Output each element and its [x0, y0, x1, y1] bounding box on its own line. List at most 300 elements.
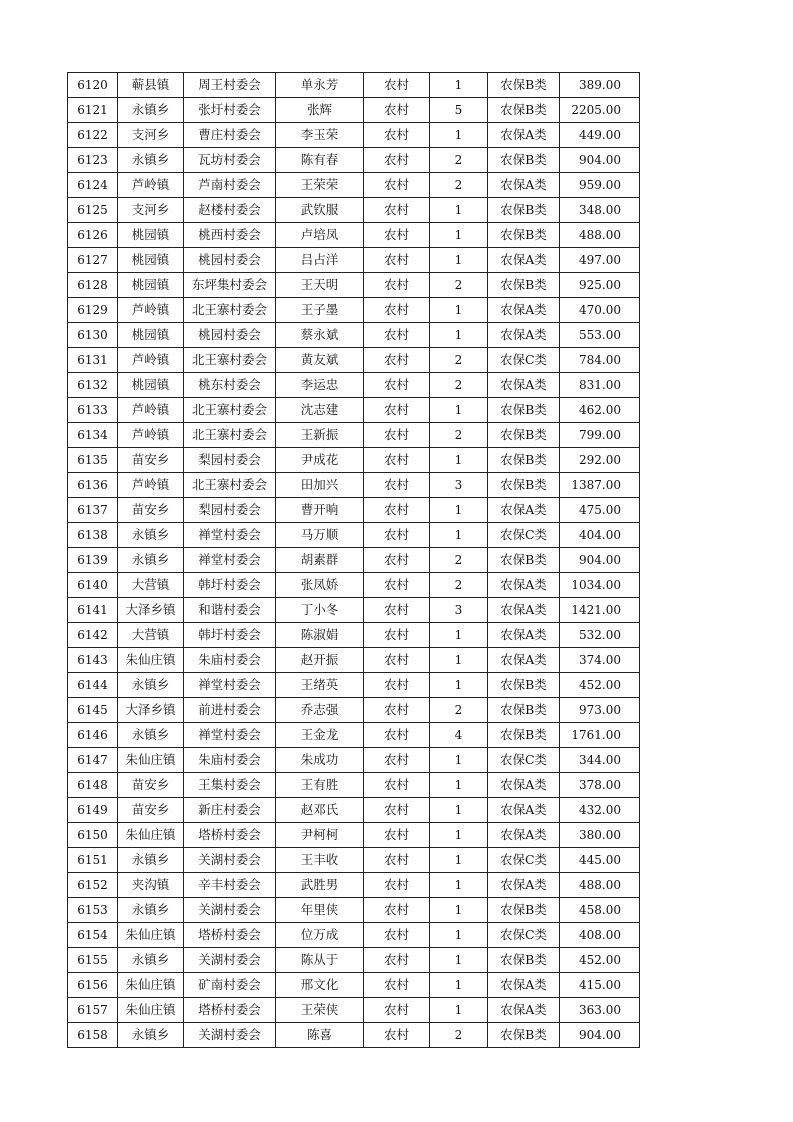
insurance-category-cell: 农保B类	[488, 723, 560, 748]
insurance-category-cell: 农保A类	[488, 298, 560, 323]
table-row	[68, 548, 640, 573]
village-committee-cell: 禅堂村委会	[184, 548, 276, 573]
township-cell: 苗安乡	[118, 773, 184, 798]
village-committee-cell: 塔桥村委会	[184, 998, 276, 1023]
insurance-category-cell: 农保A类	[488, 973, 560, 998]
serial-number-cell: 6145	[68, 698, 118, 723]
serial-number-cell: 6136	[68, 473, 118, 498]
village-committee-cell: 桃园村委会	[184, 323, 276, 348]
insurance-category-cell: 农保C类	[488, 523, 560, 548]
township-cell: 永镇乡	[118, 723, 184, 748]
insurance-category-cell: 农保B类	[488, 148, 560, 173]
village-committee-cell: 塔桥村委会	[184, 923, 276, 948]
township-cell: 永镇乡	[118, 1023, 184, 1048]
table-row	[68, 673, 640, 698]
amount-cell: 488.00	[560, 223, 640, 248]
table-row	[68, 173, 640, 198]
village-committee-cell: 关湖村委会	[184, 948, 276, 973]
household-type-cell: 农村	[364, 123, 430, 148]
township-cell: 朱仙庄镇	[118, 998, 184, 1023]
insurance-category-cell: 农保B类	[488, 98, 560, 123]
table-row	[68, 748, 640, 773]
table-row	[68, 473, 640, 498]
serial-number-cell: 6155	[68, 948, 118, 973]
table-row	[68, 98, 640, 123]
serial-number-cell: 6121	[68, 98, 118, 123]
household-count-cell: 3	[430, 598, 488, 623]
household-type-cell: 农村	[364, 873, 430, 898]
township-cell: 芦岭镇	[118, 473, 184, 498]
amount-cell: 445.00	[560, 848, 640, 873]
table-row	[68, 423, 640, 448]
household-type-cell: 农村	[364, 673, 430, 698]
household-type-cell: 农村	[364, 773, 430, 798]
name-cell: 位万成	[276, 923, 364, 948]
household-type-cell: 农村	[364, 598, 430, 623]
township-cell: 支河乡	[118, 198, 184, 223]
amount-cell: 831.00	[560, 373, 640, 398]
household-type-cell: 农村	[364, 748, 430, 773]
table-row	[68, 623, 640, 648]
name-cell: 王新振	[276, 423, 364, 448]
township-cell: 永镇乡	[118, 548, 184, 573]
village-committee-cell: 前进村委会	[184, 698, 276, 723]
amount-cell: 973.00	[560, 698, 640, 723]
household-type-cell: 农村	[364, 398, 430, 423]
serial-number-cell: 6140	[68, 573, 118, 598]
village-committee-cell: 新庄村委会	[184, 798, 276, 823]
village-committee-cell: 朱庙村委会	[184, 648, 276, 673]
household-type-cell: 农村	[364, 448, 430, 473]
name-cell: 陈从于	[276, 948, 364, 973]
name-cell: 乔志强	[276, 698, 364, 723]
village-committee-cell: 关湖村委会	[184, 1023, 276, 1048]
amount-cell: 1761.00	[560, 723, 640, 748]
household-count-cell: 1	[430, 648, 488, 673]
table-row	[68, 873, 640, 898]
household-count-cell: 1	[430, 323, 488, 348]
household-type-cell: 农村	[364, 823, 430, 848]
amount-cell: 799.00	[560, 423, 640, 448]
village-committee-cell: 北王寨村委会	[184, 398, 276, 423]
household-type-cell: 农村	[364, 798, 430, 823]
name-cell: 曹开响	[276, 498, 364, 523]
insurance-category-cell: 农保B类	[488, 223, 560, 248]
household-count-cell: 1	[430, 123, 488, 148]
insurance-category-cell: 农保C类	[488, 748, 560, 773]
village-committee-cell: 韩圩村委会	[184, 623, 276, 648]
name-cell: 邢文化	[276, 973, 364, 998]
insurance-category-cell: 农保A类	[488, 323, 560, 348]
name-cell: 武钦服	[276, 198, 364, 223]
township-cell: 大营镇	[118, 573, 184, 598]
village-committee-cell: 曹庄村委会	[184, 123, 276, 148]
household-type-cell: 农村	[364, 248, 430, 273]
household-count-cell: 1	[430, 823, 488, 848]
household-type-cell: 农村	[364, 198, 430, 223]
household-type-cell: 农村	[364, 548, 430, 573]
insurance-category-cell: 农保B类	[488, 673, 560, 698]
insurance-category-cell: 农保A类	[488, 573, 560, 598]
township-cell: 桃园镇	[118, 248, 184, 273]
amount-cell: 452.00	[560, 948, 640, 973]
insurance-category-cell: 农保A类	[488, 998, 560, 1023]
insurance-category-cell: 农保B类	[488, 698, 560, 723]
household-type-cell: 农村	[364, 998, 430, 1023]
household-type-cell: 农村	[364, 723, 430, 748]
township-cell: 苗安乡	[118, 448, 184, 473]
township-cell: 芦岭镇	[118, 298, 184, 323]
serial-number-cell: 6157	[68, 998, 118, 1023]
township-cell: 永镇乡	[118, 848, 184, 873]
table-row	[68, 998, 640, 1023]
household-count-cell: 1	[430, 948, 488, 973]
township-cell: 朱仙庄镇	[118, 973, 184, 998]
township-cell: 朱仙庄镇	[118, 748, 184, 773]
amount-cell: 1387.00	[560, 473, 640, 498]
insurance-category-cell: 农保B类	[488, 73, 560, 98]
village-committee-cell: 关湖村委会	[184, 898, 276, 923]
table-row	[68, 523, 640, 548]
village-committee-cell: 赵楼村委会	[184, 198, 276, 223]
amount-cell: 363.00	[560, 998, 640, 1023]
name-cell: 王子墨	[276, 298, 364, 323]
serial-number-cell: 6138	[68, 523, 118, 548]
name-cell: 王荣侠	[276, 998, 364, 1023]
household-type-cell: 农村	[364, 648, 430, 673]
township-cell: 桃园镇	[118, 323, 184, 348]
amount-cell: 404.00	[560, 523, 640, 548]
serial-number-cell: 6146	[68, 723, 118, 748]
table-row	[68, 323, 640, 348]
village-committee-cell: 北王寨村委会	[184, 473, 276, 498]
insurance-category-cell: 农保B类	[488, 898, 560, 923]
serial-number-cell: 6141	[68, 598, 118, 623]
name-cell: 蔡永斌	[276, 323, 364, 348]
serial-number-cell: 6154	[68, 923, 118, 948]
township-cell: 桃园镇	[118, 223, 184, 248]
village-committee-cell: 北王寨村委会	[184, 423, 276, 448]
village-committee-cell: 瓦坊村委会	[184, 148, 276, 173]
serial-number-cell: 6132	[68, 373, 118, 398]
serial-number-cell: 6129	[68, 298, 118, 323]
insurance-category-cell: 农保B类	[488, 273, 560, 298]
serial-number-cell: 6134	[68, 423, 118, 448]
table-row	[68, 773, 640, 798]
village-committee-cell: 梨园村委会	[184, 448, 276, 473]
insurance-category-cell: 农保A类	[488, 598, 560, 623]
township-cell: 蕲县镇	[118, 73, 184, 98]
village-committee-cell: 辛丰村委会	[184, 873, 276, 898]
amount-cell: 1421.00	[560, 598, 640, 623]
insurance-category-cell: 农保B类	[488, 398, 560, 423]
serial-number-cell: 6135	[68, 448, 118, 473]
table-row	[68, 498, 640, 523]
village-committee-cell: 东坪集村委会	[184, 273, 276, 298]
name-cell: 李运忠	[276, 373, 364, 398]
serial-number-cell: 6152	[68, 873, 118, 898]
household-type-cell: 农村	[364, 273, 430, 298]
household-type-cell: 农村	[364, 1023, 430, 1048]
name-cell: 单永芳	[276, 73, 364, 98]
insurance-category-cell: 农保B类	[488, 198, 560, 223]
township-cell: 永镇乡	[118, 898, 184, 923]
insurance-category-cell: 农保A类	[488, 623, 560, 648]
table-row	[68, 648, 640, 673]
household-count-cell: 4	[430, 723, 488, 748]
township-cell: 永镇乡	[118, 948, 184, 973]
household-count-cell: 2	[430, 548, 488, 573]
table-body	[68, 73, 640, 1048]
household-count-cell: 3	[430, 473, 488, 498]
township-cell: 夹沟镇	[118, 873, 184, 898]
amount-cell: 344.00	[560, 748, 640, 773]
serial-number-cell: 6128	[68, 273, 118, 298]
table-row	[68, 73, 640, 98]
serial-number-cell: 6150	[68, 823, 118, 848]
amount-cell: 432.00	[560, 798, 640, 823]
table-row	[68, 223, 640, 248]
name-cell: 王有胜	[276, 773, 364, 798]
serial-number-cell: 6147	[68, 748, 118, 773]
amount-cell: 925.00	[560, 273, 640, 298]
household-type-cell: 农村	[364, 73, 430, 98]
amount-cell: 348.00	[560, 198, 640, 223]
table-row	[68, 823, 640, 848]
household-count-cell: 1	[430, 523, 488, 548]
insurance-category-cell: 农保A类	[488, 373, 560, 398]
household-type-cell: 农村	[364, 848, 430, 873]
insurance-category-cell: 农保B类	[488, 1023, 560, 1048]
village-committee-cell: 禅堂村委会	[184, 523, 276, 548]
household-count-cell: 1	[430, 448, 488, 473]
household-type-cell: 农村	[364, 98, 430, 123]
household-type-cell: 农村	[364, 223, 430, 248]
household-count-cell: 1	[430, 198, 488, 223]
insurance-category-cell: 农保B类	[488, 423, 560, 448]
household-type-cell: 农村	[364, 348, 430, 373]
insurance-category-cell: 农保A类	[488, 648, 560, 673]
township-cell: 永镇乡	[118, 673, 184, 698]
insurance-category-cell: 农保A类	[488, 173, 560, 198]
household-count-cell: 5	[430, 98, 488, 123]
household-count-cell: 2	[430, 573, 488, 598]
household-count-cell: 1	[430, 973, 488, 998]
table-row	[68, 573, 640, 598]
serial-number-cell: 6124	[68, 173, 118, 198]
household-count-cell: 2	[430, 273, 488, 298]
township-cell: 苗安乡	[118, 498, 184, 523]
village-committee-cell: 韩圩村委会	[184, 573, 276, 598]
amount-cell: 408.00	[560, 923, 640, 948]
household-count-cell: 2	[430, 1023, 488, 1048]
table-row	[68, 723, 640, 748]
household-count-cell: 1	[430, 223, 488, 248]
amount-cell: 452.00	[560, 673, 640, 698]
village-committee-cell: 和谐村委会	[184, 598, 276, 623]
serial-number-cell: 6153	[68, 898, 118, 923]
serial-number-cell: 6120	[68, 73, 118, 98]
amount-cell: 458.00	[560, 898, 640, 923]
serial-number-cell: 6133	[68, 398, 118, 423]
township-cell: 永镇乡	[118, 523, 184, 548]
amount-cell: 292.00	[560, 448, 640, 473]
table-row	[68, 273, 640, 298]
amount-cell: 904.00	[560, 1023, 640, 1048]
insurance-category-cell: 农保B类	[488, 473, 560, 498]
village-committee-cell: 关湖村委会	[184, 848, 276, 873]
beneficiary-table	[67, 72, 640, 1048]
amount-cell: 415.00	[560, 973, 640, 998]
household-count-cell: 2	[430, 348, 488, 373]
household-type-cell: 农村	[364, 973, 430, 998]
name-cell: 黄友斌	[276, 348, 364, 373]
table-row	[68, 373, 640, 398]
amount-cell: 904.00	[560, 148, 640, 173]
insurance-category-cell: 农保C类	[488, 923, 560, 948]
household-type-cell: 农村	[364, 898, 430, 923]
household-count-cell: 2	[430, 423, 488, 448]
amount-cell: 532.00	[560, 623, 640, 648]
household-type-cell: 农村	[364, 323, 430, 348]
table-row	[68, 923, 640, 948]
name-cell: 尹成花	[276, 448, 364, 473]
household-type-cell: 农村	[364, 523, 430, 548]
household-type-cell: 农村	[364, 423, 430, 448]
village-committee-cell: 桃西村委会	[184, 223, 276, 248]
township-cell: 苗安乡	[118, 798, 184, 823]
table-row	[68, 848, 640, 873]
serial-number-cell: 6156	[68, 973, 118, 998]
insurance-category-cell: 农保A类	[488, 798, 560, 823]
name-cell: 陈淑娟	[276, 623, 364, 648]
table-row	[68, 948, 640, 973]
household-count-cell: 2	[430, 698, 488, 723]
name-cell: 王丰收	[276, 848, 364, 873]
serial-number-cell: 6137	[68, 498, 118, 523]
household-count-cell: 1	[430, 998, 488, 1023]
name-cell: 朱成功	[276, 748, 364, 773]
household-count-cell: 1	[430, 898, 488, 923]
name-cell: 马万顺	[276, 523, 364, 548]
household-type-cell: 农村	[364, 698, 430, 723]
serial-number-cell: 6127	[68, 248, 118, 273]
serial-number-cell: 6126	[68, 223, 118, 248]
name-cell: 王荣荣	[276, 173, 364, 198]
table-row	[68, 898, 640, 923]
amount-cell: 449.00	[560, 123, 640, 148]
amount-cell: 488.00	[560, 873, 640, 898]
household-count-cell: 1	[430, 248, 488, 273]
insurance-category-cell: 农保C类	[488, 348, 560, 373]
table-row	[68, 148, 640, 173]
household-type-cell: 农村	[364, 623, 430, 648]
household-type-cell: 农村	[364, 573, 430, 598]
amount-cell: 475.00	[560, 498, 640, 523]
table-row	[68, 398, 640, 423]
household-type-cell: 农村	[364, 298, 430, 323]
insurance-category-cell: 农保B类	[488, 548, 560, 573]
village-committee-cell: 桃园村委会	[184, 248, 276, 273]
household-count-cell: 1	[430, 398, 488, 423]
table-row	[68, 248, 640, 273]
village-committee-cell: 北王寨村委会	[184, 298, 276, 323]
serial-number-cell: 6122	[68, 123, 118, 148]
table-row	[68, 973, 640, 998]
village-committee-cell: 王集村委会	[184, 773, 276, 798]
name-cell: 沈志建	[276, 398, 364, 423]
serial-number-cell: 6131	[68, 348, 118, 373]
village-committee-cell: 塔桥村委会	[184, 823, 276, 848]
household-count-cell: 1	[430, 73, 488, 98]
household-type-cell: 农村	[364, 173, 430, 198]
township-cell: 大泽乡镇	[118, 598, 184, 623]
household-count-cell: 1	[430, 673, 488, 698]
township-cell: 大营镇	[118, 623, 184, 648]
amount-cell: 2205.00	[560, 98, 640, 123]
serial-number-cell: 6148	[68, 773, 118, 798]
township-cell: 朱仙庄镇	[118, 823, 184, 848]
household-count-cell: 1	[430, 298, 488, 323]
table-row	[68, 298, 640, 323]
name-cell: 吕占洋	[276, 248, 364, 273]
insurance-category-cell: 农保A类	[488, 248, 560, 273]
name-cell: 王天明	[276, 273, 364, 298]
table-row	[68, 123, 640, 148]
name-cell: 赵开振	[276, 648, 364, 673]
village-committee-cell: 北王寨村委会	[184, 348, 276, 373]
township-cell: 大泽乡镇	[118, 698, 184, 723]
insurance-category-cell: 农保A类	[488, 123, 560, 148]
amount-cell: 380.00	[560, 823, 640, 848]
township-cell: 芦岭镇	[118, 423, 184, 448]
insurance-category-cell: 农保B类	[488, 448, 560, 473]
name-cell: 田加兴	[276, 473, 364, 498]
amount-cell: 462.00	[560, 398, 640, 423]
household-type-cell: 农村	[364, 923, 430, 948]
household-count-cell: 1	[430, 498, 488, 523]
table-row	[68, 448, 640, 473]
name-cell: 张辉	[276, 98, 364, 123]
table-row	[68, 598, 640, 623]
household-count-cell: 1	[430, 748, 488, 773]
name-cell: 张凤娇	[276, 573, 364, 598]
township-cell: 芦岭镇	[118, 173, 184, 198]
village-committee-cell: 禅堂村委会	[184, 673, 276, 698]
township-cell: 永镇乡	[118, 98, 184, 123]
table-row	[68, 698, 640, 723]
household-type-cell: 农村	[364, 498, 430, 523]
village-committee-cell: 禅堂村委会	[184, 723, 276, 748]
amount-cell: 497.00	[560, 248, 640, 273]
household-type-cell: 农村	[364, 373, 430, 398]
name-cell: 王金龙	[276, 723, 364, 748]
serial-number-cell: 6143	[68, 648, 118, 673]
village-committee-cell: 梨园村委会	[184, 498, 276, 523]
township-cell: 芦岭镇	[118, 348, 184, 373]
amount-cell: 959.00	[560, 173, 640, 198]
household-type-cell: 农村	[364, 948, 430, 973]
amount-cell: 470.00	[560, 298, 640, 323]
amount-cell: 553.00	[560, 323, 640, 348]
household-count-cell: 1	[430, 623, 488, 648]
township-cell: 桃园镇	[118, 273, 184, 298]
household-count-cell: 1	[430, 773, 488, 798]
name-cell: 陈喜	[276, 1023, 364, 1048]
township-cell: 桃园镇	[118, 373, 184, 398]
insurance-category-cell: 农保A类	[488, 823, 560, 848]
amount-cell: 378.00	[560, 773, 640, 798]
